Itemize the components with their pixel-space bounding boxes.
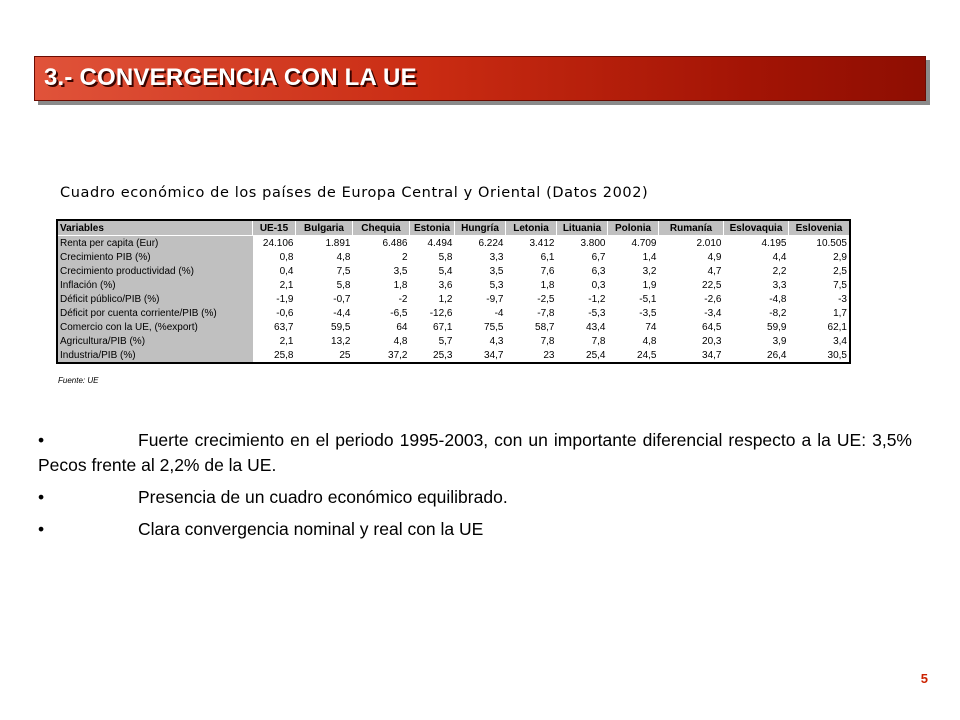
row-label: Industria/PIB (%) (57, 348, 253, 363)
table-cell: 3,9 (724, 334, 789, 348)
table-cell: 5,4 (410, 264, 455, 278)
table-row (57, 320, 850, 334)
table-cell: 6,7 (557, 250, 608, 264)
bullet-item (38, 428, 912, 478)
table-row (57, 334, 850, 348)
table-cell: -2,5 (506, 292, 557, 306)
row-label: Crecimiento productividad (%) (57, 264, 253, 278)
row-label: Comercio con la UE, (%export) (57, 320, 253, 334)
table-cell: 1,2 (410, 292, 455, 306)
table-cell: 4,7 (659, 264, 724, 278)
table-cell: 25 (296, 348, 353, 363)
table-cell: 1.891 (296, 236, 353, 251)
table-cell: 30,5 (789, 348, 851, 363)
table-cell: 3.800 (557, 236, 608, 251)
table-cell: 6.224 (455, 236, 506, 251)
header-chequia: Chequia (353, 220, 410, 236)
table-cell: 24,5 (608, 348, 659, 363)
table-cell: -3,5 (608, 306, 659, 320)
header-hungria: Hungría (455, 220, 506, 236)
table-cell: 5,3 (455, 278, 506, 292)
page-number: 5 (920, 671, 928, 686)
table-cell: 2 (353, 250, 410, 264)
table-cell: 7,8 (506, 334, 557, 348)
table-cell: 63,7 (253, 320, 296, 334)
header-variables: Variables (57, 220, 253, 236)
table-cell: 2,2 (724, 264, 789, 278)
table-cell: 1,4 (608, 250, 659, 264)
table-cell: 43,4 (557, 320, 608, 334)
table-cell: -7,8 (506, 306, 557, 320)
header-eslovaquia: Eslovaquia (724, 220, 789, 236)
table-cell: 1,9 (608, 278, 659, 292)
table-cell: -4,4 (296, 306, 353, 320)
table-cell: 2,9 (789, 250, 851, 264)
table-cell: -6,5 (353, 306, 410, 320)
table-cell: 4.195 (724, 236, 789, 251)
table-cell: 67,1 (410, 320, 455, 334)
header-lituania: Lituania (557, 220, 608, 236)
table-cell: 58,7 (506, 320, 557, 334)
table-cell: 3.412 (506, 236, 557, 251)
table-caption: Cuadro económico de los países de Europa Central y Oriental (Datos 2002) (60, 185, 649, 201)
bullet-marker: • (38, 519, 45, 539)
table-cell: 4,4 (724, 250, 789, 264)
table-cell: 24.106 (253, 236, 296, 251)
table-cell: 7,6 (506, 264, 557, 278)
table-cell: 4,8 (353, 334, 410, 348)
table-cell: 6.486 (353, 236, 410, 251)
header-letonia: Letonia (506, 220, 557, 236)
table-cell: 2,1 (253, 278, 296, 292)
bullet-list (38, 428, 912, 549)
table-header-row (57, 220, 850, 236)
table-cell: -8,2 (724, 306, 789, 320)
table-cell: -5,3 (557, 306, 608, 320)
table-cell: 34,7 (659, 348, 724, 363)
table-cell: 1,8 (353, 278, 410, 292)
table-cell: 3,6 (410, 278, 455, 292)
table-cell: 0,4 (253, 264, 296, 278)
table-cell: 20,3 (659, 334, 724, 348)
table-cell: 3,4 (789, 334, 851, 348)
table-cell: -3 (789, 292, 851, 306)
table-cell: 7,5 (789, 278, 851, 292)
bullet-marker: • (38, 487, 45, 507)
table-cell: -9,7 (455, 292, 506, 306)
table-row (57, 278, 850, 292)
header-rumania: Rumanía (659, 220, 724, 236)
table-cell: -3,4 (659, 306, 724, 320)
table-row (57, 348, 850, 363)
table-cell: 1,8 (506, 278, 557, 292)
row-label: Déficit público/PIB (%) (57, 292, 253, 306)
table-cell: -1,9 (253, 292, 296, 306)
table-cell: 0,3 (557, 278, 608, 292)
table-row (57, 306, 850, 320)
table-cell: -5,1 (608, 292, 659, 306)
bullet-text: Clara convergencia nominal y real con la UE (138, 519, 484, 539)
table-cell: 4.494 (410, 236, 455, 251)
table-cell: 5,7 (410, 334, 455, 348)
table-cell: 3,3 (455, 250, 506, 264)
economic-data-table (56, 219, 851, 364)
row-label: Renta per capita (Eur) (57, 236, 253, 251)
table-cell: 25,8 (253, 348, 296, 363)
bullet-item (38, 517, 912, 542)
bullet-text: Fuerte crecimiento en el periodo 1995-2003, con un importante diferencial respecto a la UE: 3,5% Pecos frente al 2,2% de la UE. (38, 430, 912, 475)
row-label: Déficit por cuenta corriente/PIB (%) (57, 306, 253, 320)
table-row (57, 292, 850, 306)
table-cell: 3,3 (724, 278, 789, 292)
table-cell: 3,2 (608, 264, 659, 278)
table-cell: 3,5 (353, 264, 410, 278)
table-cell: -1,2 (557, 292, 608, 306)
table-cell: -12,6 (410, 306, 455, 320)
table-cell: 25,4 (557, 348, 608, 363)
table-cell: 2,5 (789, 264, 851, 278)
table-cell: 7,5 (296, 264, 353, 278)
bullet-item (38, 485, 912, 510)
table-cell: 2,1 (253, 334, 296, 348)
table-cell: 4.709 (608, 236, 659, 251)
table-cell: -4,8 (724, 292, 789, 306)
table-cell: -4 (455, 306, 506, 320)
table-cell: 5,8 (296, 278, 353, 292)
table-cell: 13,2 (296, 334, 353, 348)
table-cell: -0,6 (253, 306, 296, 320)
table-cell: -0,7 (296, 292, 353, 306)
table-cell: 3,5 (455, 264, 506, 278)
table-cell: 6,3 (557, 264, 608, 278)
row-label: Inflación (%) (57, 278, 253, 292)
table-cell: 62,1 (789, 320, 851, 334)
table-row (57, 264, 850, 278)
table-cell: 34,7 (455, 348, 506, 363)
bullet-marker: • (38, 430, 45, 450)
table-cell: -2,6 (659, 292, 724, 306)
table-cell: 0,8 (253, 250, 296, 264)
table-cell: 1,7 (789, 306, 851, 320)
table-cell: -2 (353, 292, 410, 306)
table-cell: 4,9 (659, 250, 724, 264)
row-label: Crecimiento PIB (%) (57, 250, 253, 264)
header-bulgaria: Bulgaria (296, 220, 353, 236)
table-cell: 75,5 (455, 320, 506, 334)
header-ue15: UE-15 (253, 220, 296, 236)
header-polonia: Polonia (608, 220, 659, 236)
bullet-text: Presencia de un cuadro económico equilibrado. (138, 487, 508, 507)
table-row (57, 236, 850, 251)
table-cell: 64 (353, 320, 410, 334)
table-cell: 7,8 (557, 334, 608, 348)
table-source: Fuente: UE (58, 376, 99, 385)
table-cell: 5,8 (410, 250, 455, 264)
table-cell: 6,1 (506, 250, 557, 264)
table-cell: 26,4 (724, 348, 789, 363)
table-cell: 25,3 (410, 348, 455, 363)
table-cell: 22,5 (659, 278, 724, 292)
slide-title: 3.- CONVERGENCIA CON LA UE (44, 64, 417, 91)
table-cell: 10.505 (789, 236, 851, 251)
table-cell: 2.010 (659, 236, 724, 251)
header-estonia: Estonia (410, 220, 455, 236)
table-cell: 23 (506, 348, 557, 363)
table-cell: 64,5 (659, 320, 724, 334)
table-cell: 4,8 (608, 334, 659, 348)
table-cell: 59,5 (296, 320, 353, 334)
row-label: Agricultura/PIB (%) (57, 334, 253, 348)
table-cell: 59,9 (724, 320, 789, 334)
table-row (57, 250, 850, 264)
table-cell: 4,3 (455, 334, 506, 348)
table-cell: 37,2 (353, 348, 410, 363)
table-cell: 4,8 (296, 250, 353, 264)
table-cell: 74 (608, 320, 659, 334)
header-eslovenia: Eslovenia (789, 220, 851, 236)
